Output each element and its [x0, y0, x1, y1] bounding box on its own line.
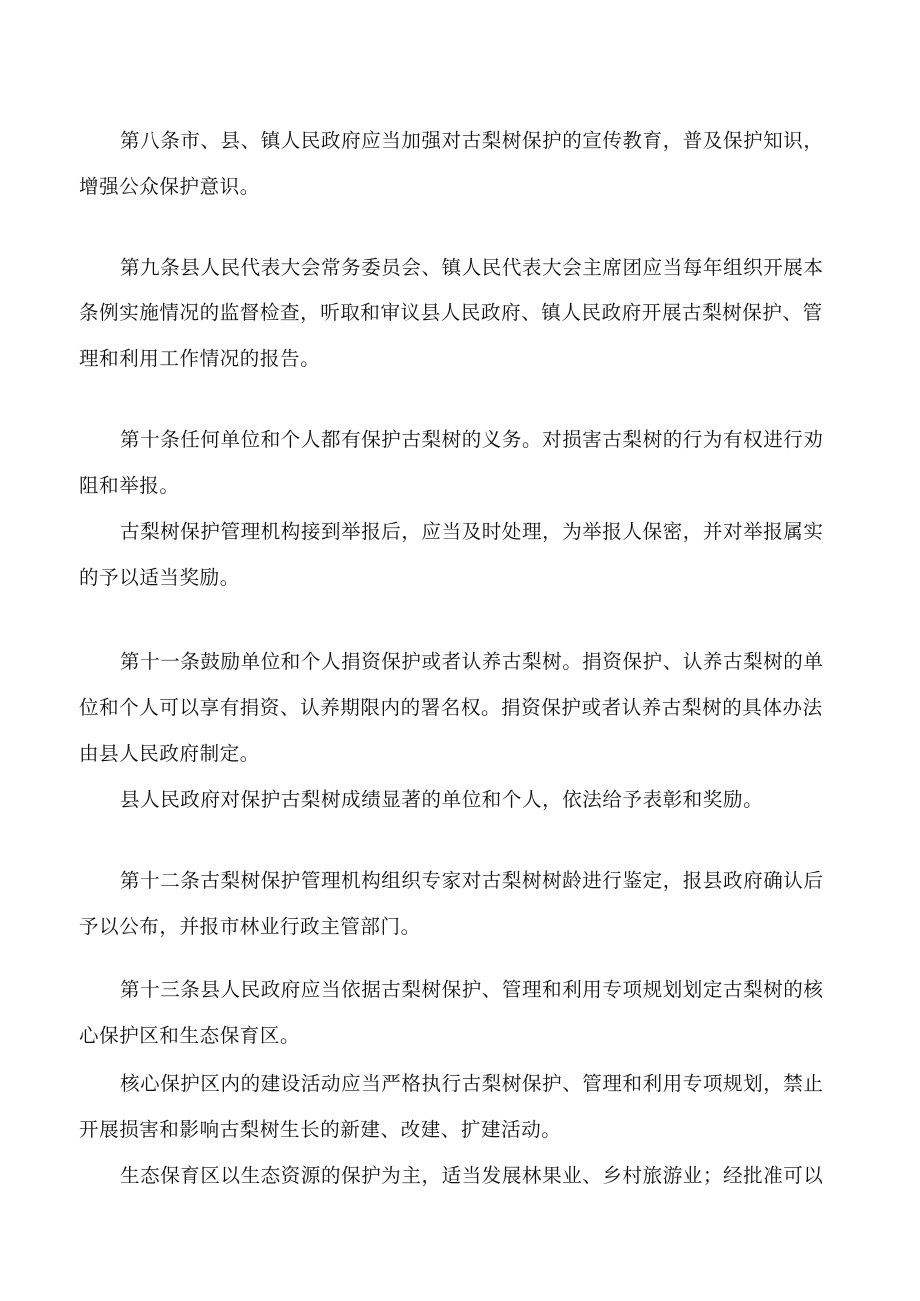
article-10-para-2-line-2: 的予以适当奖励。 [79, 566, 240, 589]
article-11-line-2: 位和个人可以享有捐资、认养期限内的署名权。捐资保护或者认养古梨树的具体办法 [79, 696, 823, 719]
article-12-line-2: 予以公布，并报市林业行政主管部门。 [79, 915, 421, 938]
article-13-para-2-line-1: 核心保护区内的建设活动应当严格执行古梨树保护、管理和利用专项规划，禁止 [120, 1072, 824, 1095]
article-13-para-2-line-2: 开展损害和影响古梨树生长的新建、改建、扩建活动。 [79, 1118, 562, 1141]
article-9-line-1: 第九条县人民代表大会常务委员会、镇人民代表大会主席团应当每年组织开展本 [120, 256, 824, 279]
article-12-line-1: 第十二条古梨树保护管理机构组织专家对古梨树树龄进行鉴定，报县政府确认后 [120, 869, 824, 892]
article-8-line-2: 增强公众保护意识。 [79, 175, 260, 198]
article-8-line-1: 第八条市、县、镇人民政府应当加强对古梨树保护的宣传教育，普及保护知识， [120, 129, 824, 152]
article-10-line-2: 阻和举报。 [79, 474, 180, 497]
article-11-line-3: 由县人民政府制定。 [79, 742, 260, 765]
article-9-line-2: 条例实施情况的监督检查，听取和审议县人民政府、镇人民政府开展古梨树保护、管 [79, 301, 823, 324]
article-13-para-3-line-1: 生态保育区以生态资源的保护为主，适当发展林果业、乡村旅游业；经批准可以 [120, 1164, 824, 1187]
article-11-line-1: 第十一条鼓励单位和个人捐资保护或者认养古梨树。捐资保护、认养古梨树的单 [120, 650, 824, 673]
article-9-line-3: 理和利用工作情况的报告。 [79, 347, 321, 370]
article-13-line-1: 第十三条县人民政府应当依据古梨树保护、管理和利用专项规划划定古梨树的核 [120, 978, 824, 1001]
article-10-line-1: 第十条任何单位和个人都有保护古梨树的义务。对损害古梨树的行为有权进行劝 [120, 428, 824, 451]
article-13-line-2: 心保护区和生态保育区。 [79, 1024, 301, 1047]
article-10-para-2-line-1: 古梨树保护管理机构接到举报后，应当及时处理，为举报人保密，并对举报属实 [120, 520, 824, 543]
article-11-para-2: 县人民政府对保护古梨树成绩显著的单位和个人，依法给予表彰和奖励。 [120, 788, 764, 811]
